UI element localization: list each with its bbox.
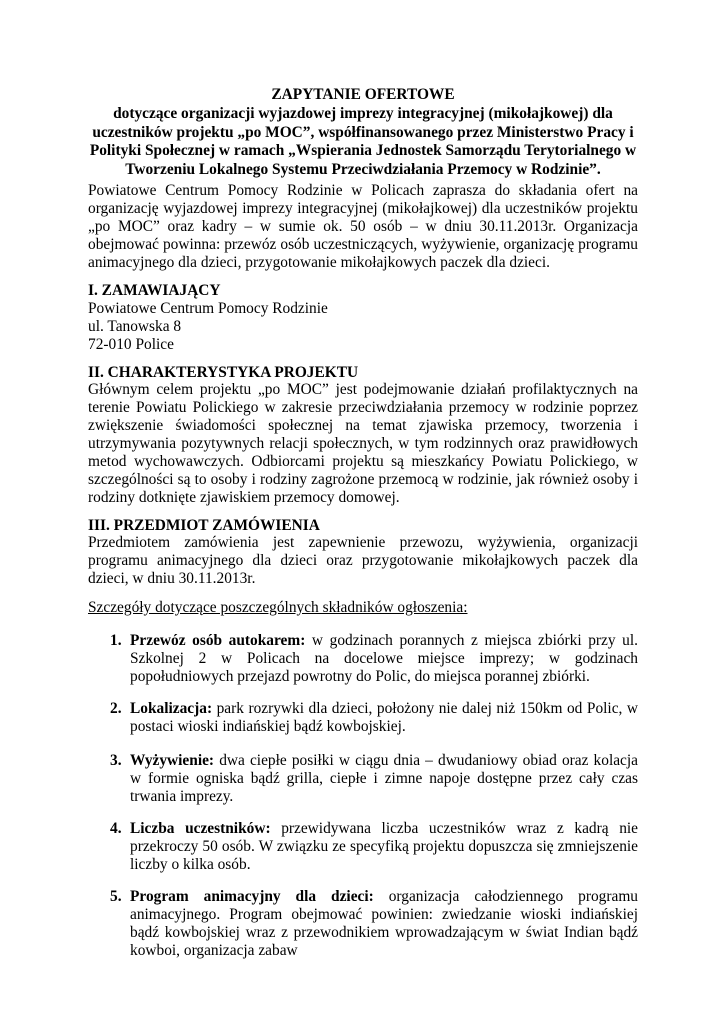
address-line: ul. Tanowska 8: [88, 318, 182, 336]
list-item-label: Program animacyjny dla dzieci:: [130, 888, 374, 905]
list-item-label: Wyżywienie:: [130, 752, 215, 769]
list-item-body: [130, 632, 638, 686]
list-item-body: [130, 888, 638, 960]
title-main: ZAPYTANIE OFERTOWE: [271, 86, 455, 103]
document-title: [88, 86, 638, 180]
ordering-party-address: [88, 300, 328, 355]
list-item-number: 2.: [110, 700, 122, 717]
address-line: Powiatowe Centrum Pomocy Rodzinie: [88, 300, 328, 317]
list-item-text: w godzinach porannych z miejsca zbiórki przy ul. Szkolnej 2 w Policach na docelowe miejsce imprezy; w godzinach popołudniowych przejazd powrotny do Polic, do miejsca porannej zbiórki.: [130, 632, 638, 685]
address-line: 72-010 Police: [88, 336, 174, 354]
list-item-body: [130, 752, 638, 806]
project-description-paragraph: Głównym celem projektu „po MOC” jest podejmowanie działań profilaktycznych na terenie Powiatu Polickiego w zakresie przeciwdziałania przemocy w rodzinie poprzez zwiększenie świadomości społecznej na temat zjawiska przemocy, tworzenia i utrzymywania pozytywnych relacji społecznych, w tym rodzinnych oraz prawidłowych metod wychowawczych. Odbiorcami projektu są mieszkańcy Powiatu Polickiego, w szczególności są to osoby i rodziny zagrożone przemocą w rodzinie, jak również osoby i rodziny dotknięte zjawiskiem przemocy domowej.: [88, 381, 638, 506]
list-item-text: organizacja całodziennego programu animacyjnego. Program obejmować powinien: zwiedzanie wioski indiańskiej bądź kowbojskiej wraz z przewodnikiem wprowadzającym w świat Indian bądź kowboi, organizacja zabaw: [130, 888, 638, 959]
list-item-label: Przewóz osób autokarem:: [130, 632, 306, 649]
intro-paragraph: Powiatowe Centrum Pomocy Rodzinie w Policach zaprasza do składania ofert na organizację wyjazdowej imprezy integracyjnej (mikołajkowej) dla uczestników projektu „po MOC” oraz kadry – w sumie ok. 50 osób – w dniu 30.11.2013r. Organizacja obejmować powinna: przewóz osób uczestniczących, wyżywienie, organizację programu animacyjnego dla dzieci, przygotowanie mikołajkowych paczek dla dzieci.: [88, 182, 638, 271]
title-subtitle: dotyczące organizacji wyjazdowej imprezy integracyjnej (mikołajkowej) dla uczestników projektu „po MOC”, współfinansowanego przez Ministerstwo Pracy i Polityki Społecznej w ramach „Wspierania Jednostek Samorządu Terytorialnego w Tworzeniu Lokalnego Systemu Przeciwdziałania Przemocy w Rodzinie”.: [89, 104, 637, 179]
list-item-number: 1.: [110, 632, 122, 649]
list-item-text: przewidywana liczba uczestników wraz z kadrą nie przekroczy 50 osób. W związku ze specyfiką projektu dopuszcza się zmniejszenie liczby o kilka osób.: [130, 820, 638, 873]
details-heading: Szczegóły dotyczące poszczególnych składników ogłoszenia:: [88, 599, 468, 616]
list-item-number: 5.: [110, 888, 122, 905]
subject-paragraph: Przedmiotem zamówienia jest zapewnienie przewozu, wyżywienia, organizacji programu animacyjnego dla dzieci oraz przygotowanie mikołajkowych paczek dla dzieci, w dniu 30.11.2013r.: [88, 534, 638, 587]
section-heading-przedmiot: III. PRZEDMIOT ZAMÓWIENIA: [88, 517, 320, 534]
list-item-text: dwa ciepłe posiłki w ciągu dnia – dwudaniowy obiad oraz kolacja w formie ogniska bądź grilla, ciepłe i zimne napoje dostępne przez cały czas trwania imprezy.: [130, 752, 638, 805]
list-item-body: [130, 700, 638, 736]
list-item-number: 3.: [110, 752, 122, 769]
list-item-text: park rozrywki dla dzieci, położony nie dalej niż 150km od Polic, w postaci wioski indiańskiej bądź kowbojskiej.: [130, 700, 638, 735]
list-item-label: Lokalizacja:: [130, 700, 213, 717]
list-item-number: 4.: [110, 820, 122, 837]
section-heading-zamawiajacy: I. ZAMAWIAJĄCY: [88, 282, 221, 299]
list-item-label: Liczba uczestników:: [130, 820, 271, 837]
section-heading-charakterystyka: II. CHARAKTERYSTYKA PROJEKTU: [88, 364, 359, 381]
list-item-body: [130, 820, 638, 874]
